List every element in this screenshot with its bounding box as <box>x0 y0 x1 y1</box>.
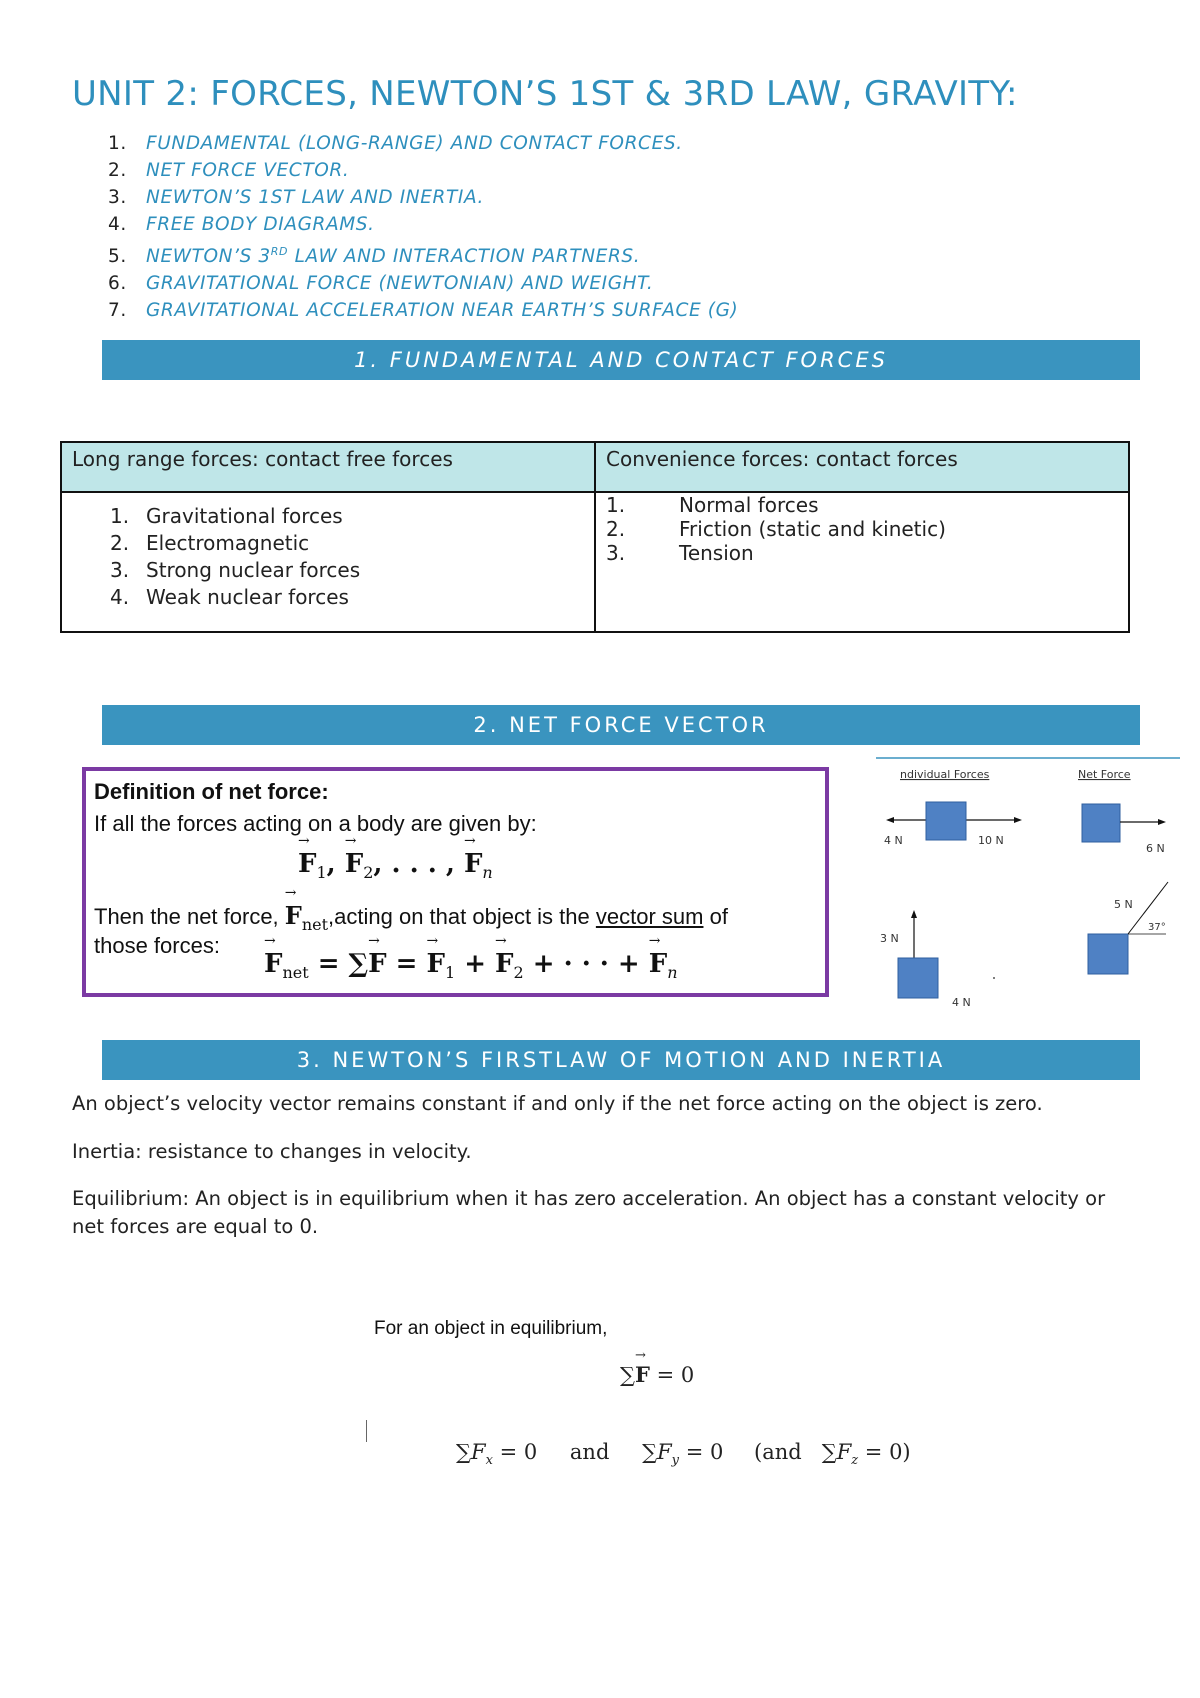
paragraph: Inertia: resistance to changes in velocity. <box>72 1140 472 1163</box>
table-of-contents <box>108 130 738 324</box>
net-force-formula: → $F_{net}$ = ∑→ F = → $F_1$ + → $F_2$ + · · · + → $F_n$ <box>264 949 678 982</box>
angle-label: 37° <box>1148 922 1166 933</box>
paragraph: Equilibrium: An object is in equilibrium when it has zero acceleration. An object has a constant velocity or net forces are equal to 0. <box>72 1187 1106 1238</box>
equilibrium-vector-equation: ∑F → = 0 <box>620 1348 695 1387</box>
definition-line: Then the net force, → $F_{net},acting$ on that object is the vector sum of <box>94 901 728 934</box>
forces-table <box>60 441 1130 633</box>
object-block <box>898 958 938 998</box>
toc-item: 4. FREE BODY DIAGRAMS. <box>108 214 375 235</box>
force-label: 10 N <box>978 834 1004 847</box>
section-2-heading: 2. NET FORCE VECTOR <box>102 705 1140 745</box>
arrow-head-right-icon <box>1014 817 1022 823</box>
object-block <box>926 802 966 840</box>
table-cell <box>61 492 595 632</box>
list-item: 3. Strong nuclear forces <box>110 558 361 582</box>
list-item: 1. Normal forces <box>606 493 819 517</box>
table-header-cell: Convenience forces: contact forces <box>595 442 1129 492</box>
toc-item: 6. GRAVITATIONAL FORCE (NEWTONIAN) AND WEIGHT. <box>108 273 654 295</box>
list-item: 3. Tension <box>606 541 754 565</box>
list-item: 1. Gravitational forces <box>110 504 343 528</box>
page-title: UNIT 2: FORCES, NEWTON’S 1ST & 3RD LAW, GRAVITY: <box>72 74 1018 114</box>
arrow-head-up-icon <box>911 910 917 918</box>
net-force-label: Net Force <box>1078 768 1131 781</box>
toc-item: 2. NET FORCE VECTOR. <box>108 160 350 181</box>
toc-item: 1. FUNDAMENTAL (LONG-RANGE) AND CONTACT FORCES. <box>108 133 683 154</box>
long-range-list <box>110 503 594 611</box>
toc-item: 7. GRAVITATIONAL ACCELERATION NEAR EARTH’S SURFACE (G) <box>108 300 739 322</box>
arrow-head-right-icon <box>1158 819 1166 825</box>
net-force-definition-box <box>82 767 829 997</box>
paragraph: An object’s velocity vector remains constant if and only if the net force acting on the object is zero. <box>72 1092 1043 1115</box>
individual-forces-label: ndividual Forces <box>900 768 990 781</box>
force-label: 4 N <box>884 834 903 847</box>
definition-line: those forces: <box>94 933 220 958</box>
toc-item: 5. NEWTON’S 3RD LAW AND INTERACTION PARTNERS. <box>108 245 641 268</box>
toc-item: 3. NEWTON’S 1ST LAW AND INERTIA. <box>108 187 485 208</box>
contact-forces-list <box>606 493 1128 565</box>
force-list-formula: → $F_1$, → $F_2$, . . . , → $F_n$ <box>298 849 493 882</box>
definition-title: Definition of net force: <box>94 779 329 804</box>
list-item: 2. Electromagnetic <box>110 531 310 555</box>
object-block <box>1088 934 1128 974</box>
force-label: 6 N <box>1146 842 1165 855</box>
table-cell <box>595 492 1129 632</box>
equilibrium-intro: For an object in equilibrium, <box>374 1318 608 1339</box>
text-cursor <box>366 1420 367 1442</box>
section-3-heading: 3. NEWTON’S FIRSTLAW OF MOTION AND INERTIA <box>102 1040 1140 1080</box>
object-block <box>1082 804 1120 842</box>
list-item: 4. Weak nuclear forces <box>110 585 349 609</box>
section-1-heading: 1. FUNDAMENTAL AND CONTACT FORCES <box>102 340 1140 380</box>
list-item: 2. Friction (static and kinetic) <box>606 517 946 541</box>
arrow-head-left-icon <box>886 817 894 823</box>
force-diagram <box>860 748 1180 1010</box>
definition-line: If all the forces acting on a body are given by: <box>94 811 537 836</box>
equilibrium-component-equations: $\sum F_x = 0$ and $\sum F_y = 0$ (and $\sum F_z = 0$) <box>456 1440 911 1469</box>
diagram-dot <box>993 977 995 979</box>
force-label: 5 N <box>1114 898 1133 911</box>
force-label: 3 N <box>880 932 899 945</box>
table-header-cell: Long range forces: contact free forces <box>61 442 595 492</box>
force-label: 4 N <box>952 996 971 1009</box>
